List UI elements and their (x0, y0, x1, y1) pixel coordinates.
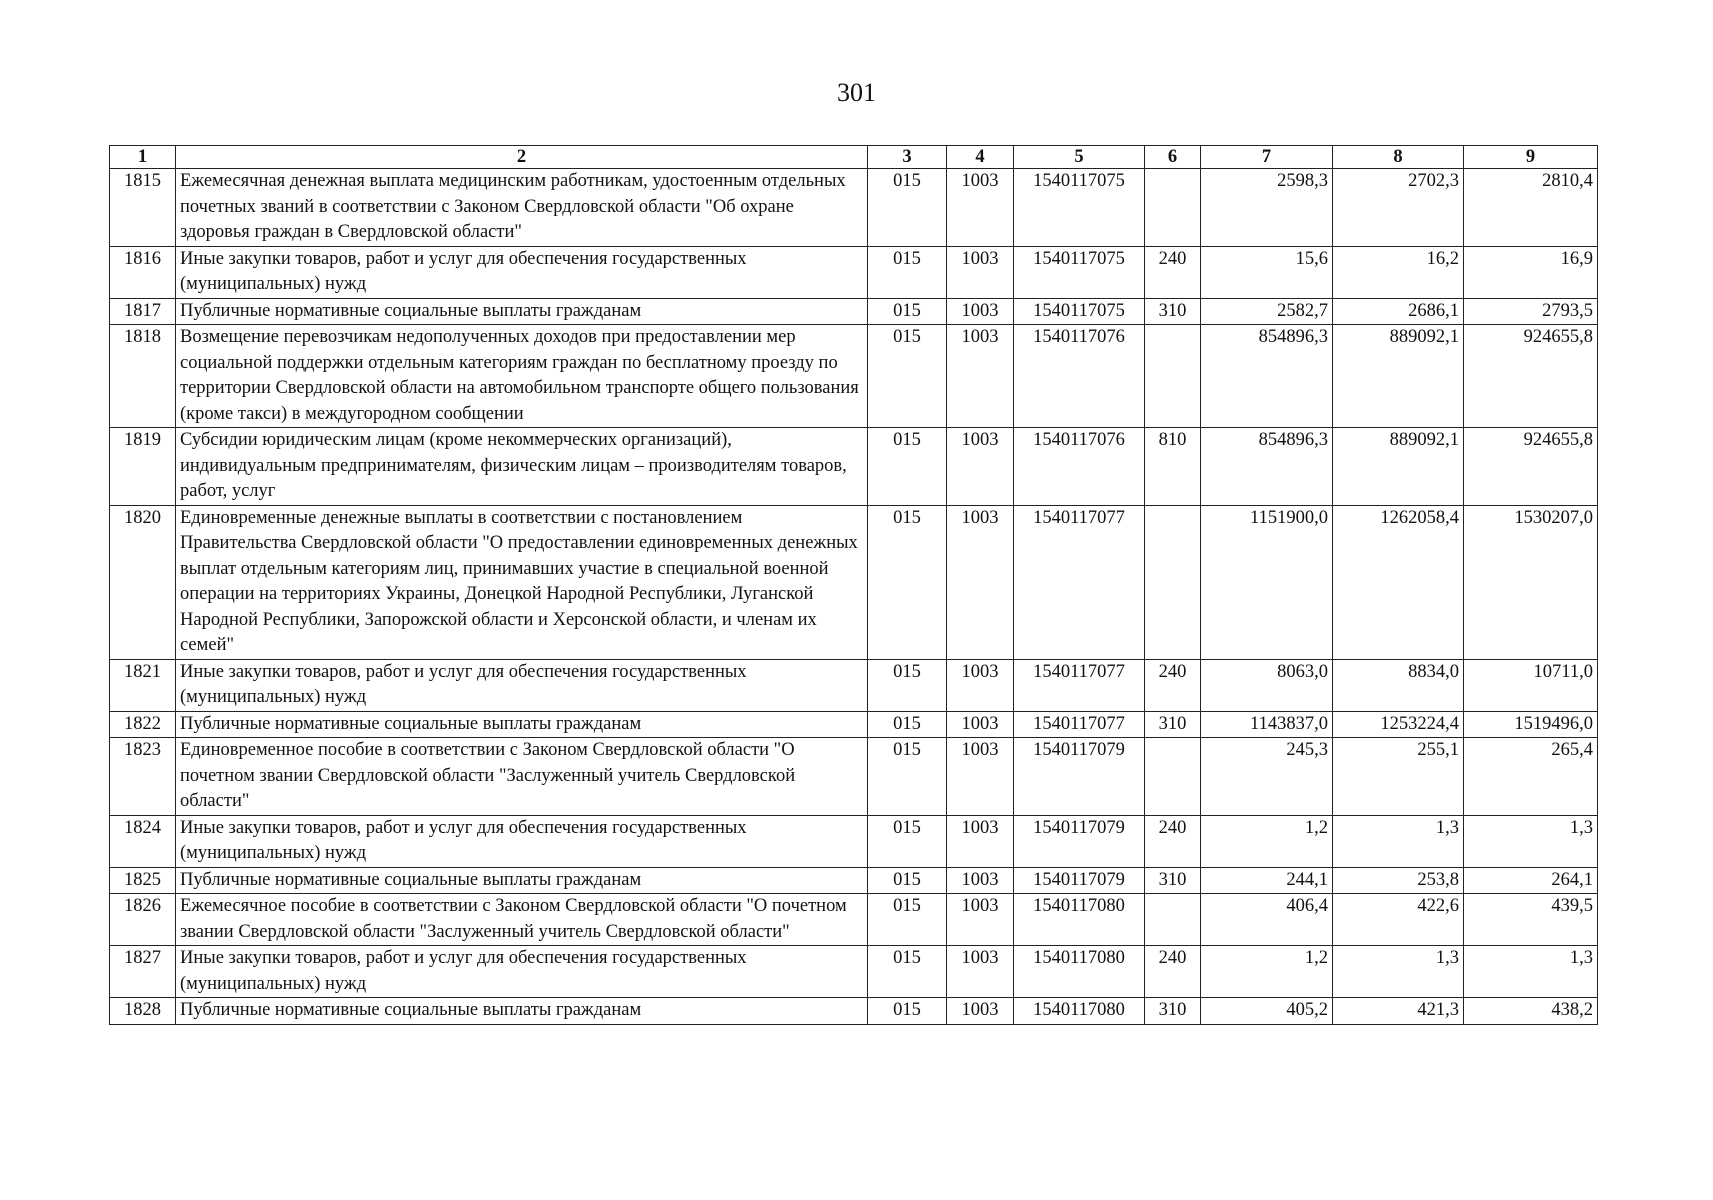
row-number-cell: 1816 (110, 246, 176, 298)
column-header: 4 (947, 146, 1014, 169)
row-number-cell: 1827 (110, 946, 176, 998)
section-code-cell: 1003 (947, 428, 1014, 506)
section-code-cell: 1003 (947, 169, 1014, 247)
table-row (110, 505, 1598, 659)
amount-cell-9: 264,1 (1464, 867, 1598, 894)
amount-cell-7: 2598,3 (1201, 169, 1333, 247)
amount-cell-7: 405,2 (1201, 998, 1333, 1025)
header-row (110, 146, 1598, 169)
description-cell: Публичные нормативные социальные выплаты гражданам (176, 998, 868, 1025)
amount-cell-7: 1,2 (1201, 815, 1333, 867)
ministry-code-cell: 015 (868, 298, 947, 325)
amount-cell-7: 854896,3 (1201, 325, 1333, 428)
amount-cell-7: 244,1 (1201, 867, 1333, 894)
expense-type-cell (1145, 169, 1201, 247)
budget-table (109, 145, 1598, 1025)
expense-type-cell: 240 (1145, 246, 1201, 298)
amount-cell-7: 1,2 (1201, 946, 1333, 998)
expense-type-cell: 810 (1145, 428, 1201, 506)
table-row (110, 711, 1598, 738)
ministry-code-cell: 015 (868, 738, 947, 816)
target-code-cell: 1540117079 (1014, 867, 1145, 894)
description-cell: Возмещение перевозчикам недополученных доходов при предоставлении мер социальной поддержки отдельным категориям граждан по бесплатному проезду по территории Свердловской области на автомобильном транспорте общего пользования (кроме такси) в междугородном сообщении (176, 325, 868, 428)
expense-type-cell: 240 (1145, 946, 1201, 998)
amount-cell-9: 265,4 (1464, 738, 1598, 816)
table-row (110, 325, 1598, 428)
ministry-code-cell: 015 (868, 998, 947, 1025)
ministry-code-cell: 015 (868, 894, 947, 946)
description-cell: Ежемесячное пособие в соответствии с Законом Свердловской области "О почетном звании Свердловской области "Заслуженный учитель Свердловской области" (176, 894, 868, 946)
row-number-cell: 1817 (110, 298, 176, 325)
ministry-code-cell: 015 (868, 169, 947, 247)
amount-cell-8: 889092,1 (1333, 428, 1464, 506)
amount-cell-9: 438,2 (1464, 998, 1598, 1025)
amount-cell-9: 439,5 (1464, 894, 1598, 946)
column-header: 9 (1464, 146, 1598, 169)
table-row (110, 815, 1598, 867)
amount-cell-7: 15,6 (1201, 246, 1333, 298)
section-code-cell: 1003 (947, 894, 1014, 946)
amount-cell-9: 1,3 (1464, 946, 1598, 998)
table-row (110, 894, 1598, 946)
description-cell: Публичные нормативные социальные выплаты гражданам (176, 711, 868, 738)
target-code-cell: 1540117077 (1014, 659, 1145, 711)
expense-type-cell: 310 (1145, 867, 1201, 894)
table-row (110, 738, 1598, 816)
column-header: 6 (1145, 146, 1201, 169)
target-code-cell: 1540117076 (1014, 428, 1145, 506)
ministry-code-cell: 015 (868, 867, 947, 894)
table-row (110, 246, 1598, 298)
table-row (110, 428, 1598, 506)
expense-type-cell: 240 (1145, 659, 1201, 711)
amount-cell-9: 924655,8 (1464, 325, 1598, 428)
expense-type-cell: 310 (1145, 711, 1201, 738)
row-number-cell: 1828 (110, 998, 176, 1025)
amount-cell-7: 2582,7 (1201, 298, 1333, 325)
column-header: 7 (1201, 146, 1333, 169)
expense-type-cell (1145, 894, 1201, 946)
row-number-cell: 1820 (110, 505, 176, 659)
amount-cell-9: 2810,4 (1464, 169, 1598, 247)
description-cell: Публичные нормативные социальные выплаты гражданам (176, 867, 868, 894)
column-header: 1 (110, 146, 176, 169)
row-number-cell: 1819 (110, 428, 176, 506)
amount-cell-9: 924655,8 (1464, 428, 1598, 506)
ministry-code-cell: 015 (868, 659, 947, 711)
ministry-code-cell: 015 (868, 246, 947, 298)
row-number-cell: 1824 (110, 815, 176, 867)
page-number: 301 (837, 78, 876, 107)
ministry-code-cell: 015 (868, 711, 947, 738)
description-cell: Единовременное пособие в соответствии с Законом Свердловской области "О почетном звании Свердловской области "Заслуженный учитель Свердловской области" (176, 738, 868, 816)
amount-cell-9: 2793,5 (1464, 298, 1598, 325)
target-code-cell: 1540117079 (1014, 815, 1145, 867)
section-code-cell: 1003 (947, 815, 1014, 867)
amount-cell-8: 2702,3 (1333, 169, 1464, 247)
section-code-cell: 1003 (947, 738, 1014, 816)
amount-cell-7: 245,3 (1201, 738, 1333, 816)
amount-cell-8: 8834,0 (1333, 659, 1464, 711)
amount-cell-7: 1151900,0 (1201, 505, 1333, 659)
amount-cell-9: 16,9 (1464, 246, 1598, 298)
amount-cell-8: 1,3 (1333, 946, 1464, 998)
ministry-code-cell: 015 (868, 505, 947, 659)
target-code-cell: 1540117077 (1014, 505, 1145, 659)
amount-cell-8: 422,6 (1333, 894, 1464, 946)
target-code-cell: 1540117079 (1014, 738, 1145, 816)
row-number-cell: 1821 (110, 659, 176, 711)
description-cell: Единовременные денежные выплаты в соответствии с постановлением Правительства Свердловской области "О предоставлении единовременных денежных выплат отдельным категориям лиц, принимавших участие в специальной военной операции на территориях Украины, Донецкой Народной Республики, Луганской Народной Республики, Запорожской области и Херсонской области, и членам их семей" (176, 505, 868, 659)
section-code-cell: 1003 (947, 946, 1014, 998)
column-header: 5 (1014, 146, 1145, 169)
row-number-cell: 1826 (110, 894, 176, 946)
section-code-cell: 1003 (947, 711, 1014, 738)
row-number-cell: 1825 (110, 867, 176, 894)
expense-type-cell: 240 (1145, 815, 1201, 867)
row-number-cell: 1815 (110, 169, 176, 247)
expense-type-cell (1145, 505, 1201, 659)
table-body (110, 169, 1598, 1025)
amount-cell-7: 1143837,0 (1201, 711, 1333, 738)
target-code-cell: 1540117077 (1014, 711, 1145, 738)
ministry-code-cell: 015 (868, 815, 947, 867)
description-cell: Ежемесячная денежная выплата медицинским работникам, удостоенным отдельных почетных званий в соответствии с Законом Свердловской области "Об охране здоровья граждан в Свердловской области" (176, 169, 868, 247)
ministry-code-cell: 015 (868, 428, 947, 506)
target-code-cell: 1540117075 (1014, 298, 1145, 325)
amount-cell-7: 8063,0 (1201, 659, 1333, 711)
row-number-cell: 1818 (110, 325, 176, 428)
section-code-cell: 1003 (947, 998, 1014, 1025)
target-code-cell: 1540117080 (1014, 946, 1145, 998)
amount-cell-8: 16,2 (1333, 246, 1464, 298)
amount-cell-8: 1253224,4 (1333, 711, 1464, 738)
section-code-cell: 1003 (947, 246, 1014, 298)
expense-type-cell (1145, 325, 1201, 428)
ministry-code-cell: 015 (868, 325, 947, 428)
description-cell: Субсидии юридическим лицам (кроме некоммерческих организаций), индивидуальным предпринимателям, физическим лицам – производителям товаров, работ, услуг (176, 428, 868, 506)
column-header: 3 (868, 146, 947, 169)
ministry-code-cell: 015 (868, 946, 947, 998)
amount-cell-8: 1,3 (1333, 815, 1464, 867)
description-cell: Иные закупки товаров, работ и услуг для обеспечения государственных (муниципальных) нужд (176, 246, 868, 298)
section-code-cell: 1003 (947, 505, 1014, 659)
target-code-cell: 1540117076 (1014, 325, 1145, 428)
section-code-cell: 1003 (947, 867, 1014, 894)
amount-cell-8: 421,3 (1333, 998, 1464, 1025)
amount-cell-9: 1,3 (1464, 815, 1598, 867)
description-cell: Иные закупки товаров, работ и услуг для обеспечения государственных (муниципальных) нужд (176, 946, 868, 998)
table-row (110, 998, 1598, 1025)
amount-cell-7: 854896,3 (1201, 428, 1333, 506)
amount-cell-9: 1530207,0 (1464, 505, 1598, 659)
table-row (110, 298, 1598, 325)
target-code-cell: 1540117080 (1014, 998, 1145, 1025)
section-code-cell: 1003 (947, 298, 1014, 325)
target-code-cell: 1540117075 (1014, 169, 1145, 247)
row-number-cell: 1823 (110, 738, 176, 816)
expense-type-cell: 310 (1145, 998, 1201, 1025)
column-header: 8 (1333, 146, 1464, 169)
expense-type-cell (1145, 738, 1201, 816)
section-code-cell: 1003 (947, 325, 1014, 428)
column-header: 2 (176, 146, 868, 169)
amount-cell-9: 10711,0 (1464, 659, 1598, 711)
row-number-cell: 1822 (110, 711, 176, 738)
description-cell: Иные закупки товаров, работ и услуг для обеспечения государственных (муниципальных) нужд (176, 659, 868, 711)
description-cell: Иные закупки товаров, работ и услуг для обеспечения государственных (муниципальных) нужд (176, 815, 868, 867)
amount-cell-8: 253,8 (1333, 867, 1464, 894)
amount-cell-7: 406,4 (1201, 894, 1333, 946)
target-code-cell: 1540117075 (1014, 246, 1145, 298)
table-row (110, 659, 1598, 711)
expense-type-cell: 310 (1145, 298, 1201, 325)
section-code-cell: 1003 (947, 659, 1014, 711)
amount-cell-8: 2686,1 (1333, 298, 1464, 325)
target-code-cell: 1540117080 (1014, 894, 1145, 946)
amount-cell-8: 255,1 (1333, 738, 1464, 816)
description-cell: Публичные нормативные социальные выплаты гражданам (176, 298, 868, 325)
amount-cell-8: 889092,1 (1333, 325, 1464, 428)
table-row (110, 867, 1598, 894)
table-row (110, 169, 1598, 247)
amount-cell-9: 1519496,0 (1464, 711, 1598, 738)
table-row (110, 946, 1598, 998)
amount-cell-8: 1262058,4 (1333, 505, 1464, 659)
